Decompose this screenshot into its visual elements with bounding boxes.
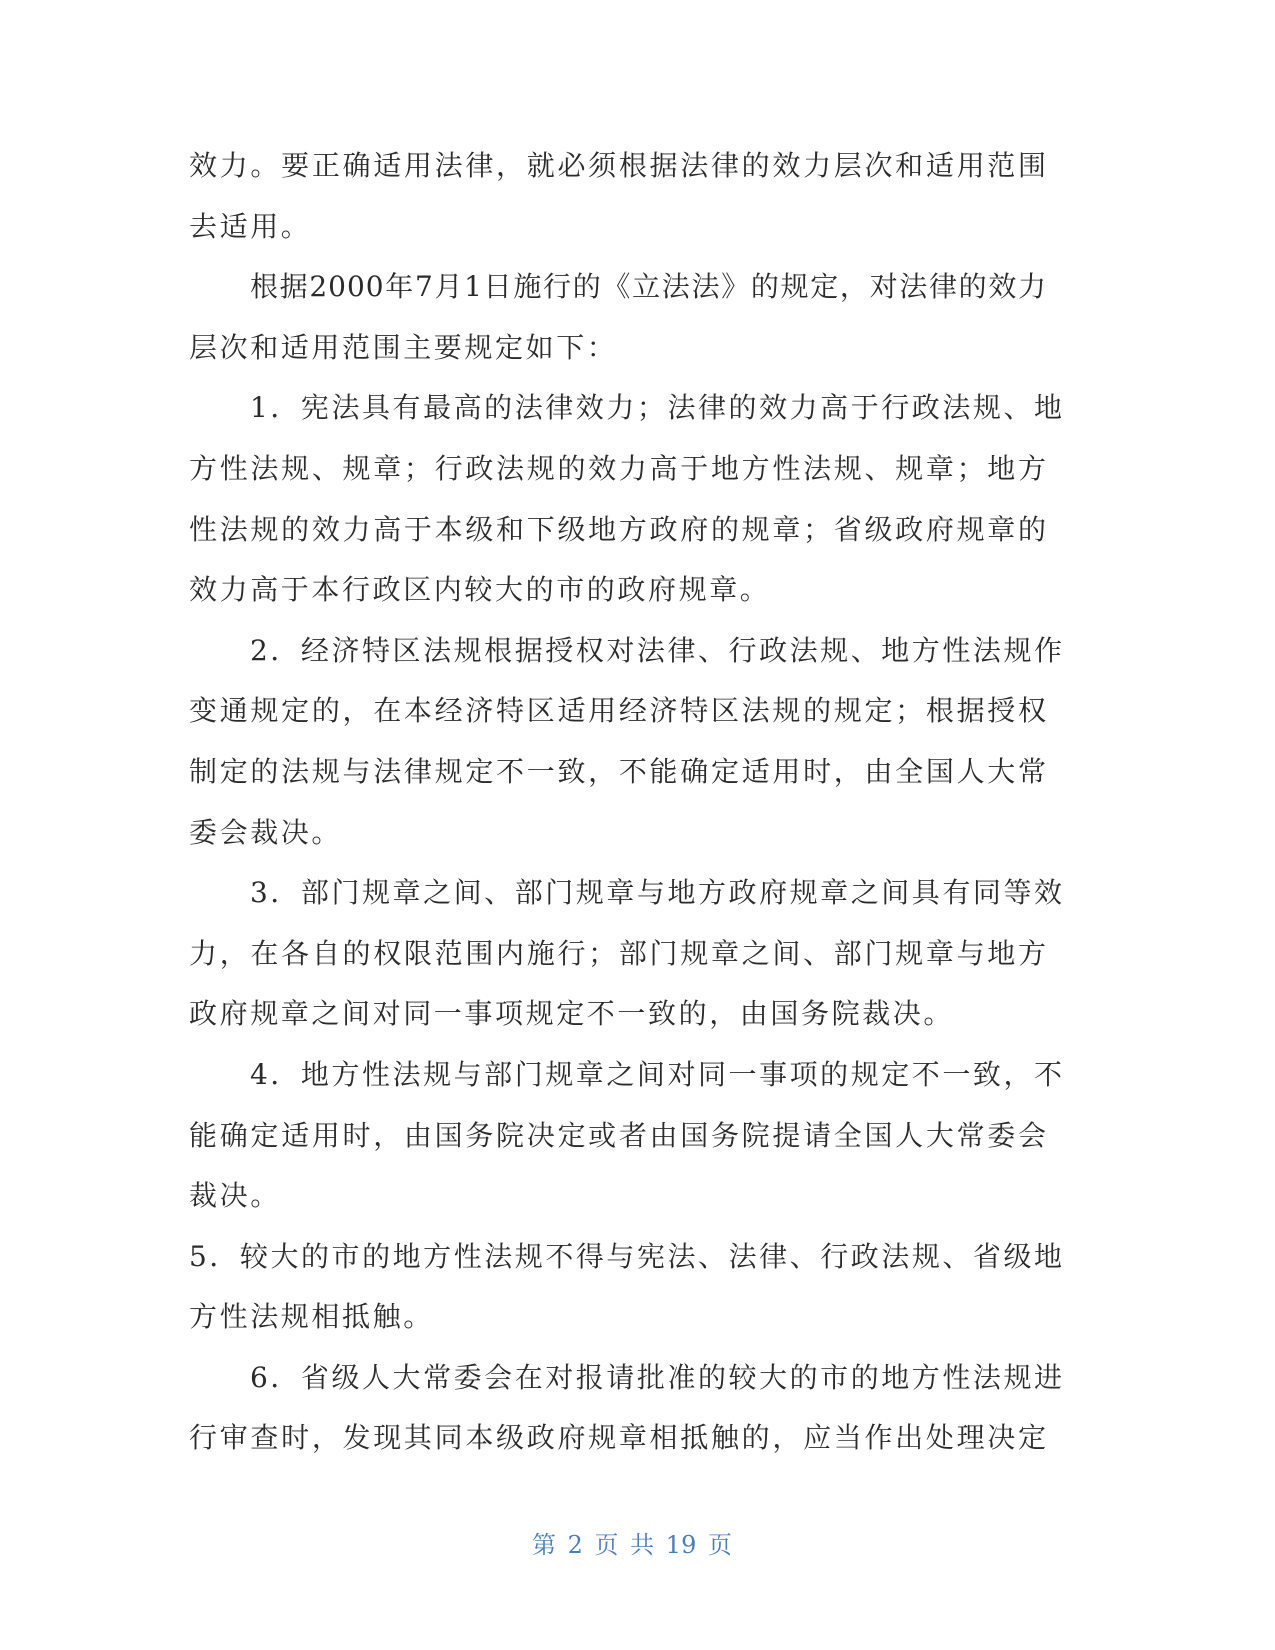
body-text-line: 能确定适用时，由国务院决定或者由国务院提请全国人大常委会 (189, 1118, 1047, 1152)
paragraph (189, 136, 1063, 257)
body-text-line: 效力高于本行政区内较大的市的政府规章。 (189, 573, 771, 607)
body-text-line: 政府规章之间对同一事项规定不一致的，由国务院裁决。 (189, 997, 955, 1031)
body-text-line: 5．较大的市的地方性法规不得与宪法、法律、行政法规、省级地 (189, 1239, 1063, 1273)
paragraph (189, 257, 1063, 378)
body-text-line: 方性法规相抵触。 (189, 1300, 434, 1334)
paragraph (189, 863, 1063, 1045)
body-text-line: 委会裁决。 (189, 815, 343, 849)
paragraph (189, 378, 1063, 620)
body-text-line: 力，在各自的权限范围内施行；部门规章之间、部门规章与地方 (189, 936, 1047, 970)
paragraph (189, 1227, 1063, 1348)
body-text-line: 1．宪法具有最高的法律效力；法律的效力高于行政法规、地 (250, 391, 1063, 425)
paragraph (189, 1348, 1063, 1469)
body-text-line: 性法规的效力高于本级和下级地方政府的规章；省级政府规章的 (189, 512, 1047, 546)
body-text-line: 4．地方性法规与部门规章之间对同一事项的规定不一致，不 (250, 1057, 1063, 1091)
paragraph (189, 1045, 1063, 1227)
body-text-line: 制定的法规与法律规定不一致，不能确定适用时，由全国人大常 (189, 754, 1047, 788)
body-text-line: 2．经济特区法规根据授权对法律、行政法规、地方性法规作 (250, 633, 1063, 667)
body-text-line: 6．省级人大常委会在对报请批准的较大的市的地方性法规进 (250, 1360, 1063, 1394)
body-text-line: 方性法规、规章；行政法规的效力高于地方性法规、规章；地方 (189, 451, 1047, 485)
page-body (189, 136, 1063, 1469)
paragraph (189, 621, 1063, 863)
body-text-line: 裁决。 (189, 1179, 281, 1213)
page-footer: 第 2 页 共 19 页 (532, 1531, 732, 1559)
body-text-line: 去适用。 (189, 209, 312, 243)
body-text-line: 变通规定的，在本经济特区适用经济特区法规的规定；根据授权 (189, 694, 1047, 728)
body-text-line: 效力。要正确适用法律，就必须根据法律的效力层次和适用范围 (189, 149, 1047, 182)
body-text-line: 层次和适用范围主要规定如下： (189, 330, 618, 364)
body-text-line: 根据2000年7月1日施行的《立法法》的规定，对法律的效力 (250, 270, 1047, 304)
body-text-line: 行审查时，发现其同本级政府规章相抵触的，应当作出处理决定 (189, 1421, 1047, 1455)
body-text-line: 3．部门规章之间、部门规章与地方政府规章之间具有同等效 (250, 876, 1063, 910)
